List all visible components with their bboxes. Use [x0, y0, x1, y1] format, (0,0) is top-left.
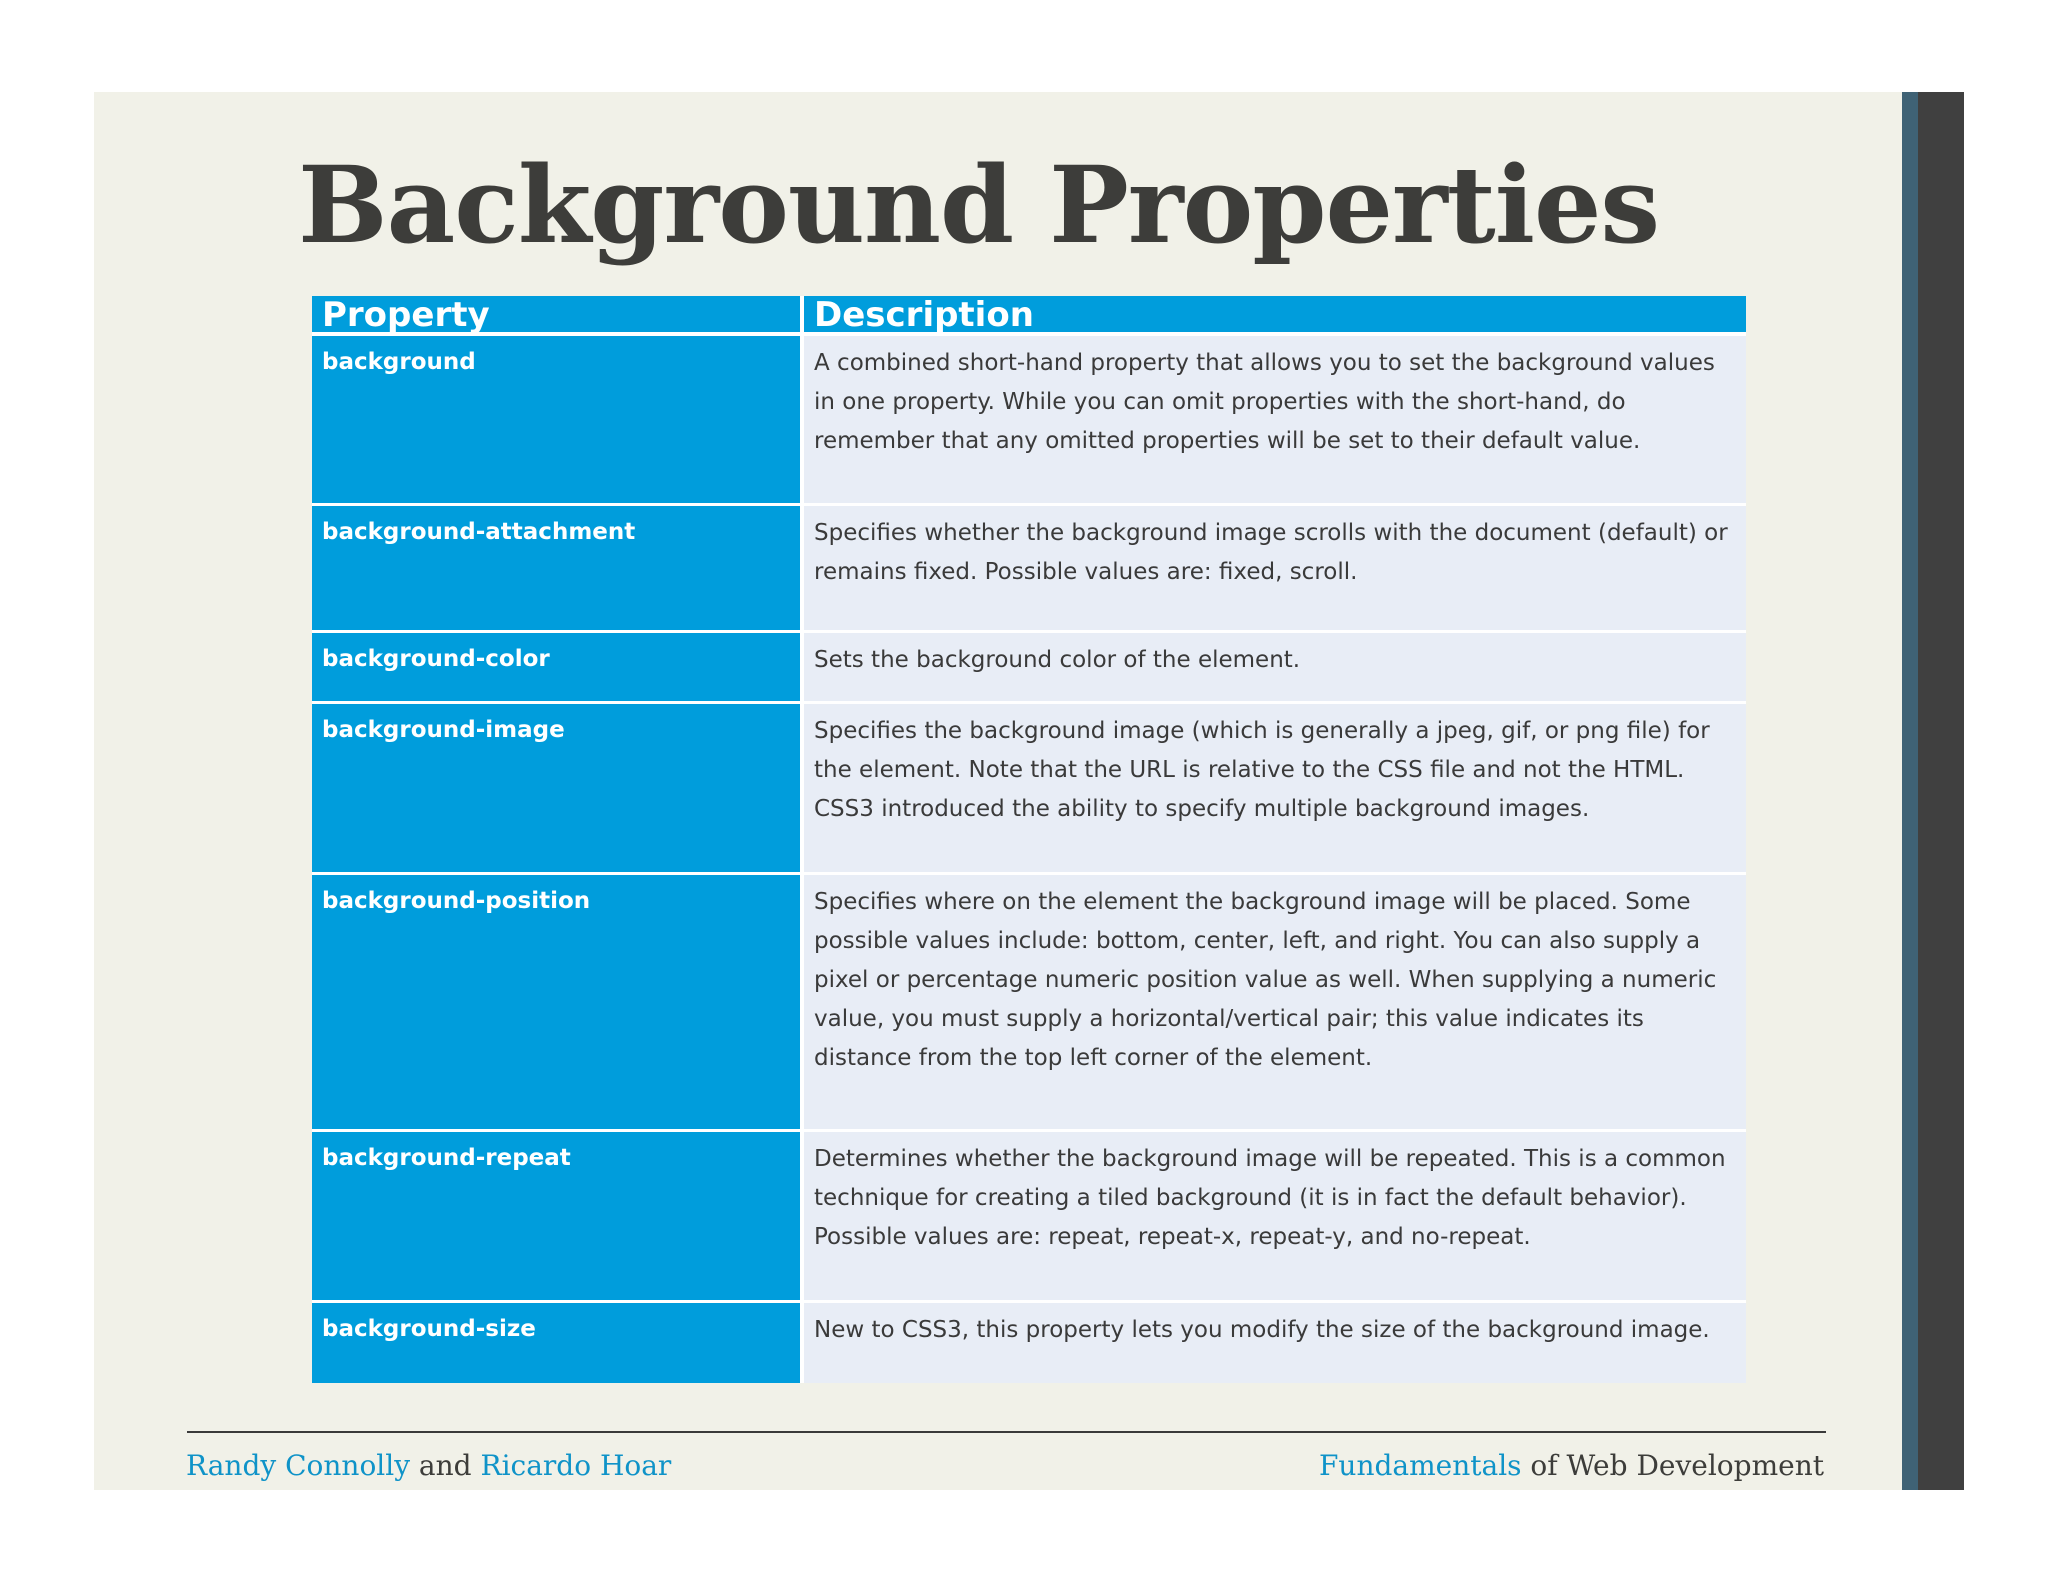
property-name: background-attachment [312, 506, 800, 633]
header-property: Property [312, 296, 800, 336]
header-description: Description [800, 296, 1746, 336]
footer-author-2: Ricardo Hoar [480, 1449, 672, 1482]
table-row [312, 336, 1746, 506]
property-description: Determines whether the background image will be repeated. This is a common technique for creating a tiled background (it is in fact the default behavior). Possible values are: repeat, repeat-x, repeat-y, and no-repeat. [800, 1132, 1746, 1303]
footer-and: and [410, 1449, 481, 1482]
footer-authors [186, 1446, 671, 1486]
property-name: background-color [312, 633, 800, 704]
property-description: New to CSS3, this property lets you modify the size of the background image. [800, 1303, 1746, 1383]
table-row [312, 1132, 1746, 1303]
footer-book-rest: of Web Development [1521, 1449, 1824, 1482]
properties-table [312, 296, 1746, 1383]
table-header-row [312, 296, 1746, 336]
property-description: Specifies whether the background image scrolls with the document (default) or remains fixed. Possible values are: fixed, scroll. [800, 506, 1746, 633]
property-description: A combined short-hand property that allows you to set the background values in one property. While you can omit properties with the short-hand, do remember that any omitted properties will be set to their default value. [800, 336, 1746, 506]
property-name: background-image [312, 704, 800, 875]
property-name: background [312, 336, 800, 506]
footer-divider [187, 1431, 1826, 1433]
footer-book-title [1319, 1446, 1824, 1486]
slide-side-dark-bar [1918, 92, 1964, 1490]
property-description: Sets the background color of the element. [800, 633, 1746, 704]
property-description: Specifies where on the element the background image will be placed. Some possible values include: bottom, center, left, and right. You can also supply a pixel or percentage numeric position value as well. When supplying a numeric value, you must supply a horizontal/vertical pair; this value indicates its distance from the top left corner of the element. [800, 875, 1746, 1132]
table-row [312, 704, 1746, 875]
table-row [312, 875, 1746, 1132]
property-name: background-position [312, 875, 800, 1132]
footer-author-1: Randy Connolly [186, 1449, 411, 1482]
property-name: background-size [312, 1303, 800, 1383]
property-description: Specifies the background image (which is generally a jpeg, gif, or png file) for the element. Note that the URL is relative to the CSS file and not the HTML. CSS3 introduced the ability to specify multiple background images. [800, 704, 1746, 875]
table-row [312, 1303, 1746, 1383]
slide-side-accent-bar [1902, 92, 1918, 1490]
footer-book-accent: Fundamentals [1318, 1449, 1522, 1482]
table-row [312, 506, 1746, 633]
table-row [312, 633, 1746, 704]
slide-title: Background Properties [298, 142, 1660, 267]
property-name: background-repeat [312, 1132, 800, 1303]
